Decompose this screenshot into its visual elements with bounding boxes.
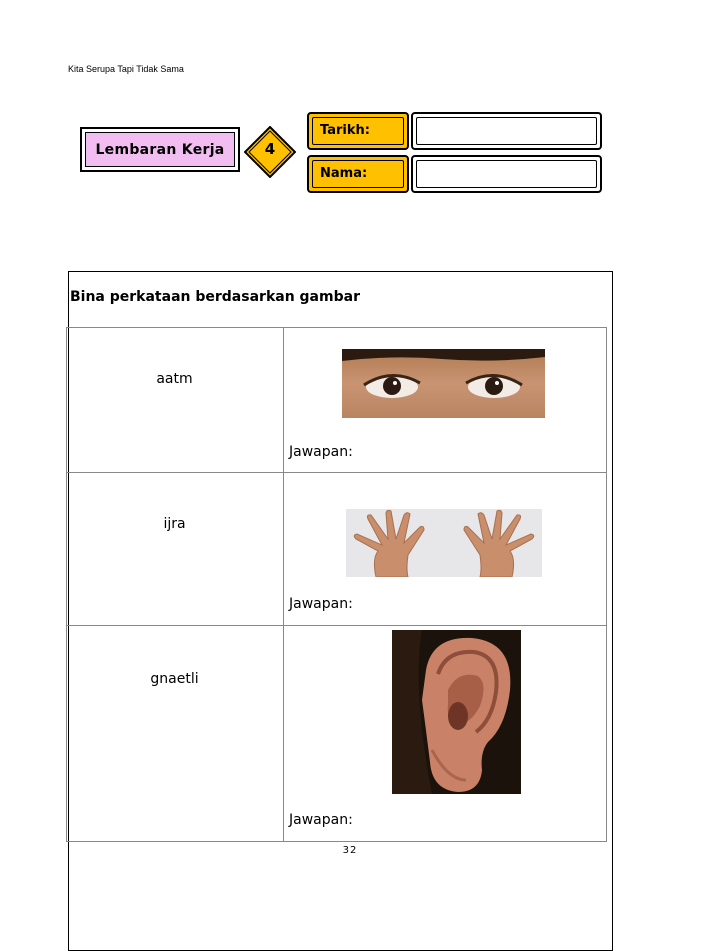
eyes-photo	[342, 349, 545, 418]
activity-instruction: Bina perkataan berdasarkan gambar	[70, 289, 360, 305]
name-label-box	[307, 155, 409, 193]
name-label: Nama:	[320, 166, 368, 181]
worksheet-label	[80, 127, 240, 172]
hands-photo	[346, 509, 542, 577]
ear-photo	[392, 630, 521, 794]
column-divider	[283, 327, 284, 842]
scrambled-word-2: ijra	[163, 516, 186, 532]
worksheet-label-text: Lembaran Kerja	[85, 132, 235, 167]
date-field[interactable]	[411, 112, 602, 150]
row-divider	[66, 472, 607, 473]
answer-label-3: Jawapan:	[289, 812, 353, 828]
name-field[interactable]	[411, 155, 602, 193]
running-header: Kita Serupa Tapi Tidak Sama	[68, 64, 184, 74]
worksheet-number: 4	[264, 140, 276, 158]
scrambled-word-1: aatm	[156, 371, 193, 387]
page-number: 32	[342, 845, 358, 856]
date-label: Tarikh:	[320, 123, 370, 138]
answer-label-2: Jawapan:	[289, 596, 353, 612]
row-divider	[66, 625, 607, 626]
scrambled-word-3: gnaetli	[150, 671, 199, 687]
answer-label-1: Jawapan:	[289, 444, 353, 460]
date-label-box	[307, 112, 409, 150]
